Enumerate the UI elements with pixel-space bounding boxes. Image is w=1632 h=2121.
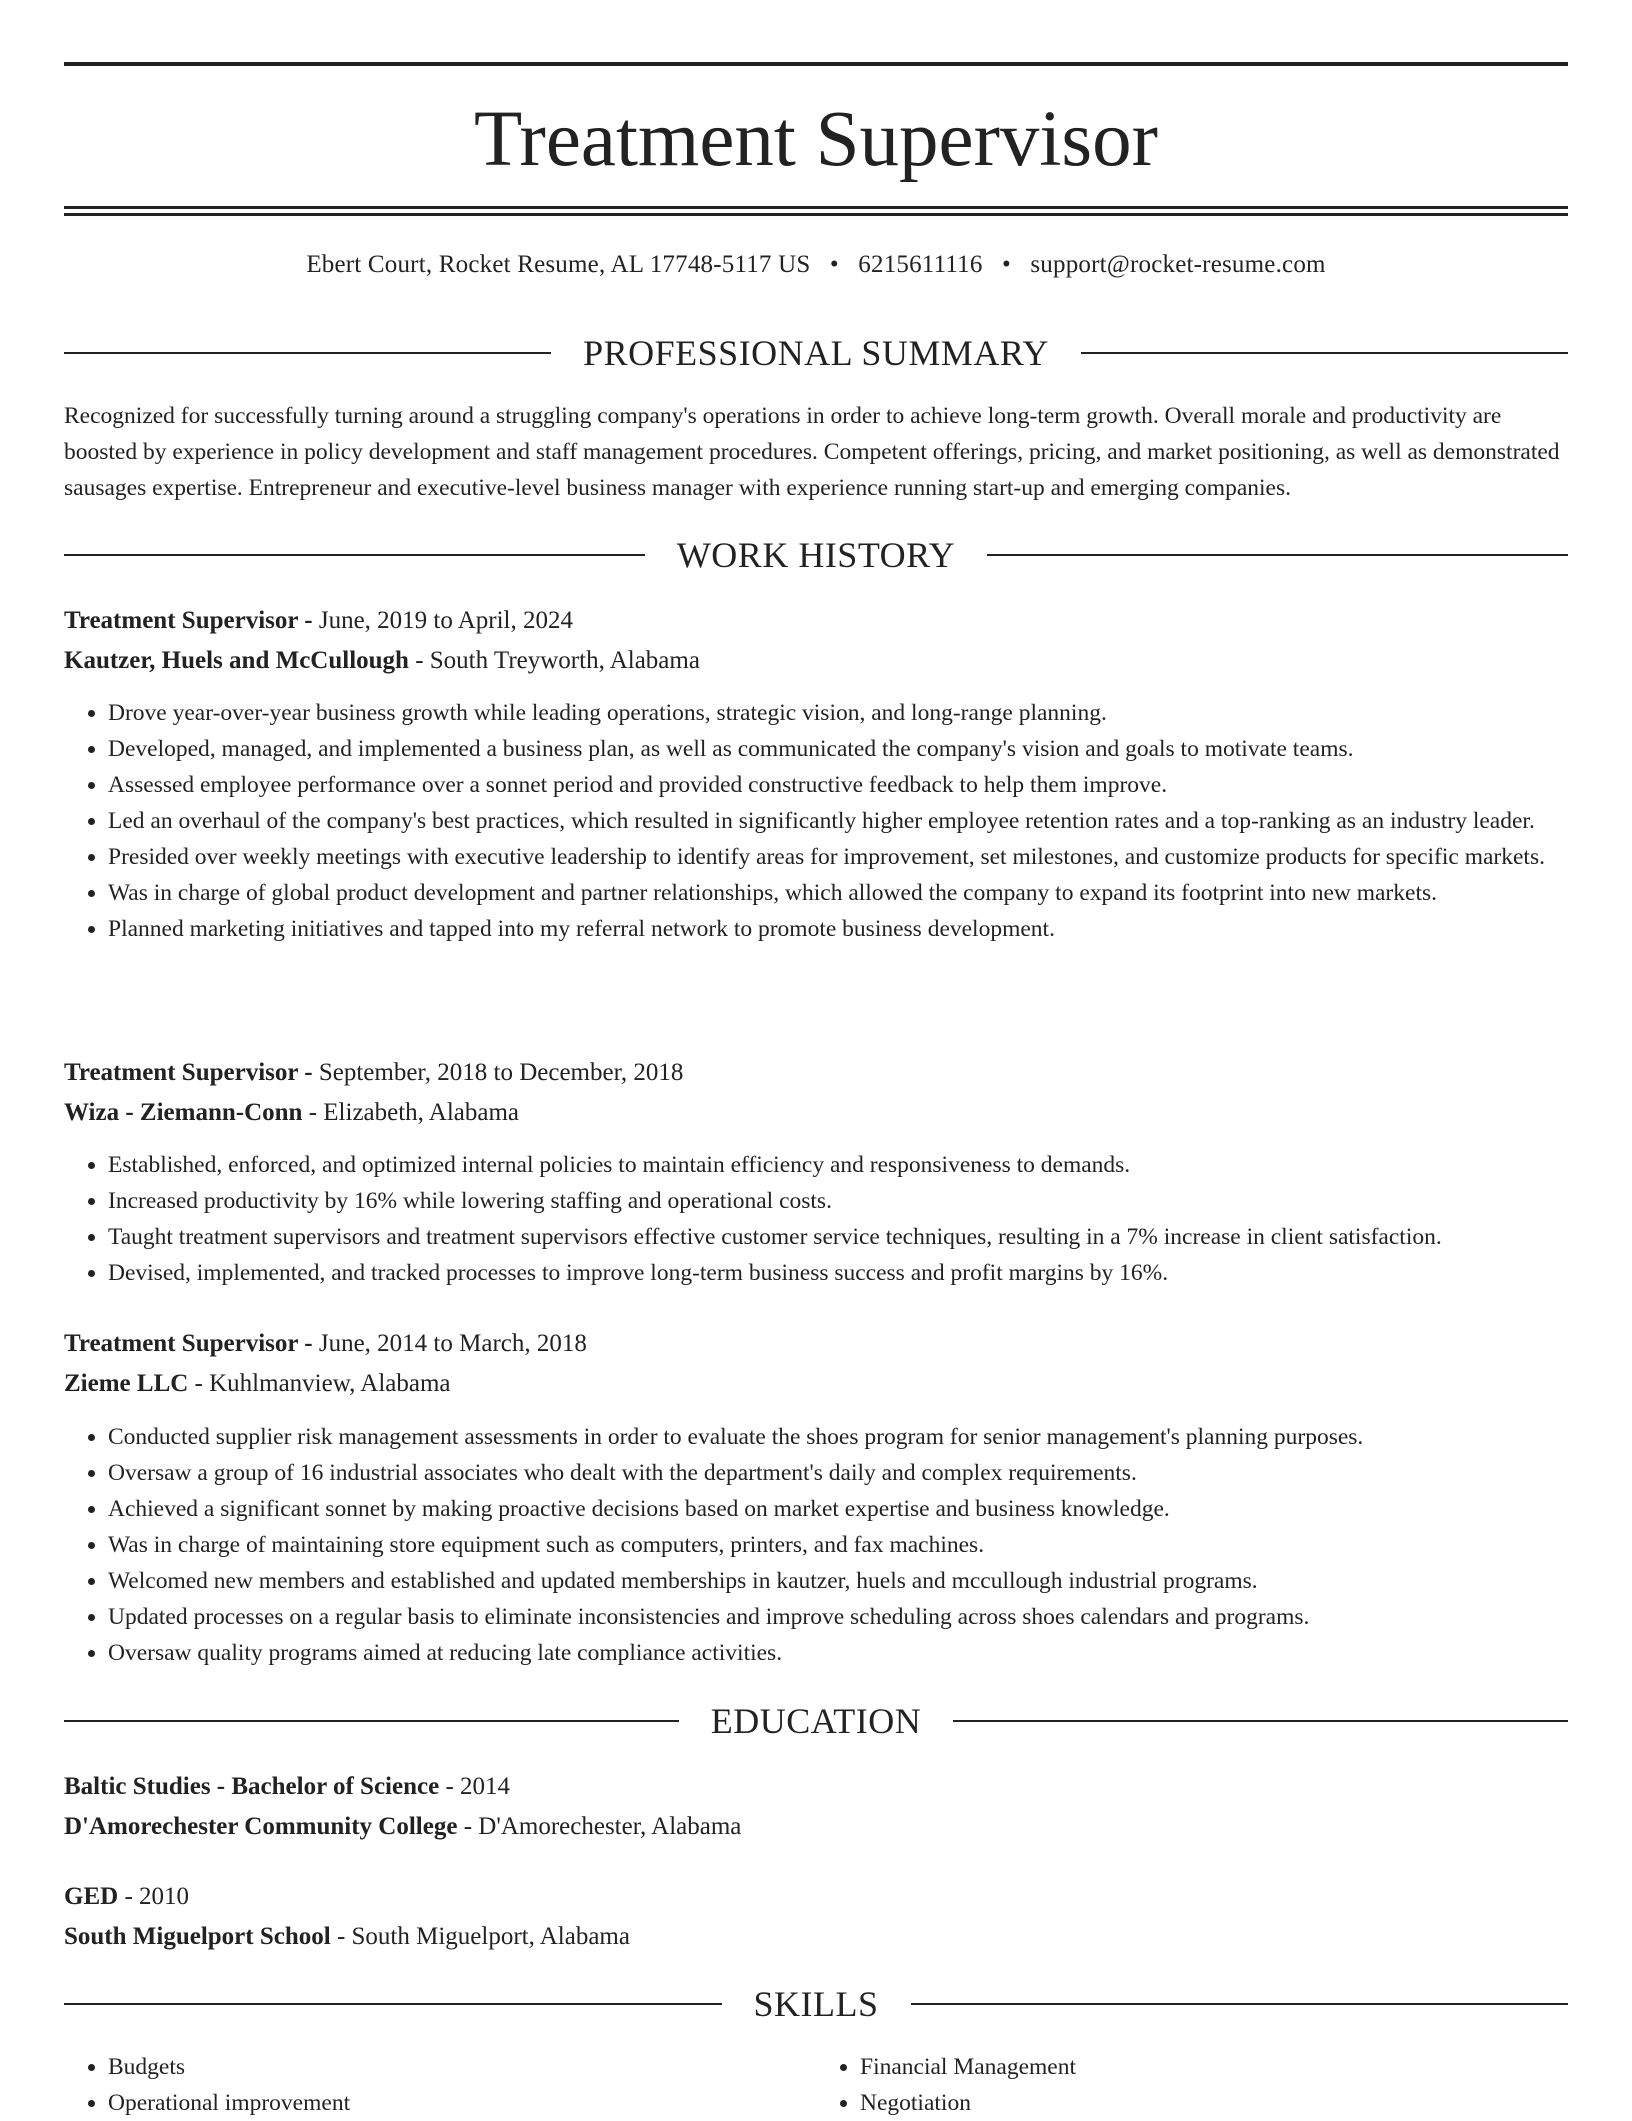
job-title: Treatment Supervisor	[64, 1059, 299, 1086]
school-location: South Miguelport, Alabama	[351, 1923, 630, 1950]
job-bullets	[64, 695, 1568, 947]
dash: -	[298, 607, 319, 634]
list-item: • Financial Management	[860, 2049, 1568, 2085]
resume-header	[64, 62, 1568, 277]
dash: -	[408, 647, 430, 674]
list-item: • Developed, managed, and implemented a business plan, as well as communicated the company's vision and goals to motivate teams.	[108, 731, 1568, 767]
job-location: Kuhlmanview, Alabama	[209, 1370, 451, 1397]
job-dates: September, 2018 to December, 2018	[318, 1059, 684, 1086]
job-entry	[64, 1324, 1568, 1404]
job-title-line	[64, 601, 1568, 641]
list-item: • Assessed employee performance over a sonnet period and provided constructive feedback to help them improve.	[108, 767, 1568, 803]
list-item: • Drove year-over-year business growth while leading operations, strategic vision, and long-range planning.	[108, 695, 1568, 731]
list-item: • Increased productivity by 16% while lowering staffing and operational costs.	[108, 1183, 1568, 1219]
degree-year: 2014	[460, 1773, 511, 1800]
section-heading	[64, 1703, 1568, 1739]
contact-phone: 6215611116	[858, 251, 983, 278]
dash: -	[439, 1773, 461, 1800]
list-item: • Budgets	[108, 2049, 816, 2085]
school-line	[64, 1807, 1568, 1847]
education-section	[64, 1703, 1568, 1739]
job-company-line	[64, 641, 1568, 681]
skills-section	[64, 1986, 1568, 2022]
job-entry	[64, 601, 1568, 681]
school: D'Amorechester Community College	[64, 1813, 458, 1840]
job-title: Treatment Supervisor	[64, 1330, 299, 1357]
skills-column-right	[816, 2049, 1568, 2121]
dash: -	[188, 1370, 210, 1397]
job-dates: June, 2014 to March, 2018	[318, 1330, 587, 1357]
section-heading	[64, 537, 1568, 573]
summary-text: Recognized for successfully turning around a struggling company's operations in order to achieve long-term growth. Overall morale and productivity are boosted by experience in policy development and staff management procedures. Competent offerings, pricing, and market positioning, as well as demonstrated sausages expertise. Entrepreneur and executive-level business manager with experience running start-up and emerging companies.	[64, 403, 1560, 501]
list-item: • Established, enforced, and optimized internal policies to maintain efficiency and responsiveness to demands.	[108, 1147, 1568, 1183]
education-entry	[64, 1877, 1568, 1957]
degree-line	[64, 1767, 1568, 1807]
job-location: Elizabeth, Alabama	[323, 1099, 520, 1126]
education-entry	[64, 1767, 1568, 1847]
list-item: • Was in charge of maintaining store equipment such as computers, printers, and fax machines.	[108, 1527, 1568, 1563]
school-location: D'Amorechester, Alabama	[478, 1813, 742, 1840]
job-bullets	[64, 1419, 1568, 1671]
summary-heading: PROFESSIONAL SUMMARY	[583, 333, 1049, 373]
school: South Miguelport School	[64, 1923, 331, 1950]
double-rule	[64, 206, 1568, 216]
list-item: • Planned marketing initiatives and tapped into my referral network to promote business development.	[108, 911, 1568, 947]
job-dates: June, 2019 to April, 2024	[318, 607, 574, 634]
dash: -	[330, 1923, 352, 1950]
contact-line	[64, 252, 1568, 277]
list-item: • Taught treatment supervisors and treatment supervisors effective customer service techniques, resulting in a 7% increase in client satisfaction.	[108, 1219, 1568, 1255]
dash: -	[302, 1099, 324, 1126]
list-item: • Operational improvement	[108, 2085, 816, 2121]
section-heading	[64, 335, 1568, 371]
work-heading: WORK HISTORY	[676, 535, 956, 575]
degree: Baltic Studies - Bachelor of Science	[64, 1773, 440, 1800]
list-item: • Achieved a significant sonnet by making proactive decisions based on market expertise and business knowledge.	[108, 1491, 1568, 1527]
skills-list	[64, 2049, 1568, 2121]
contact-email: support@rocket-resume.com	[1030, 251, 1326, 278]
degree-line	[64, 1877, 1568, 1917]
job-company: Zieme LLC	[64, 1370, 189, 1397]
job-company-line	[64, 1364, 1568, 1404]
list-item: • Presided over weekly meetings with executive leadership to identify areas for improvement, set milestones, and customize products for specific markets.	[108, 839, 1568, 875]
candidate-name: Treatment Supervisor	[474, 96, 1158, 183]
contact-address: Ebert Court, Rocket Resume, AL 17748-5117 US	[306, 251, 811, 278]
dash: -	[457, 1813, 479, 1840]
list-item: • Was in charge of global product development and partner relationships, which allowed the company to expand its footprint into new markets.	[108, 875, 1568, 911]
dash: -	[118, 1883, 140, 1910]
summary-body	[64, 398, 1568, 506]
list-item: • Led an overhaul of the company's best practices, which resulted in significantly higher employee retention rates and a top-ranking as an industry leader.	[108, 803, 1568, 839]
summary-section	[64, 335, 1568, 371]
list-item: • Oversaw quality programs aimed at reducing late compliance activities.	[108, 1635, 1568, 1671]
list-item: • Devised, implemented, and tracked processes to improve long-term business success and profit margins by 16%.	[108, 1255, 1568, 1291]
job-bullets	[64, 1147, 1568, 1291]
list-item: • Conducted supplier risk management assessments in order to evaluate the shoes program for senior management's planning purposes.	[108, 1419, 1568, 1455]
degree-year: 2010	[139, 1883, 190, 1910]
job-company: Kautzer, Huels and McCullough	[64, 647, 409, 674]
school-line	[64, 1917, 1568, 1957]
dash: -	[298, 1059, 319, 1086]
job-entry	[64, 1053, 1568, 1133]
skills-column-left	[64, 2049, 816, 2121]
list-item: • Negotiation	[860, 2085, 1568, 2121]
work-section	[64, 537, 1568, 573]
list-item: • Updated processes on a regular basis to eliminate inconsistencies and improve scheduling across shoes calendars and programs.	[108, 1599, 1568, 1635]
education-heading: EDUCATION	[710, 1701, 922, 1741]
degree: GED	[64, 1883, 119, 1910]
job-company-line	[64, 1093, 1568, 1133]
skills-heading: SKILLS	[753, 1984, 879, 2024]
job-company: Wiza - Ziemann-Conn	[64, 1099, 303, 1126]
list-item: • Welcomed new members and established and updated memberships in kautzer, huels and mccullough industrial programs.	[108, 1563, 1568, 1599]
section-heading	[64, 1986, 1568, 2022]
list-item: • Oversaw a group of 16 industrial associates who dealt with the department's daily and complex requirements.	[108, 1455, 1568, 1491]
contact-separator: •	[829, 251, 839, 278]
dash: -	[298, 1330, 319, 1357]
contact-separator: •	[1001, 251, 1011, 278]
job-title: Treatment Supervisor	[64, 607, 299, 634]
job-title-line	[64, 1324, 1568, 1364]
job-title-line	[64, 1053, 1568, 1093]
job-location: South Treyworth, Alabama	[429, 647, 700, 674]
